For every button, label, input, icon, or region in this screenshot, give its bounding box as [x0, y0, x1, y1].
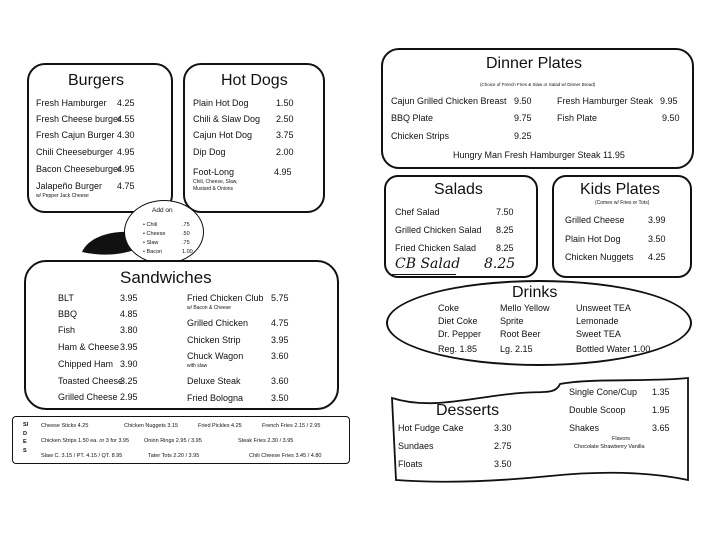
menu-item-name: Chipped Ham	[58, 359, 114, 369]
handwritten-item-name: CB Salad	[395, 256, 461, 272]
menu-item-price: 4.30	[117, 130, 135, 140]
menu-item-name: Fresh Cajun Burger	[36, 130, 115, 140]
menu-item-note: Mustard & Onions	[193, 186, 234, 192]
menu-item-price: 1.35	[652, 387, 670, 397]
drink-price: Reg. 1.85	[438, 344, 478, 354]
menu-item-name: Jalapeño Burger	[36, 181, 103, 191]
menu-item-price: 3.65	[652, 423, 670, 433]
drink-price: Lg. 2.15	[500, 344, 533, 354]
menu-item-price: 2.75	[494, 441, 512, 451]
menu-item-note: with slaw	[187, 363, 208, 369]
menu-item-price: 3.75	[276, 130, 294, 140]
drinks-title: Drinks	[512, 284, 558, 301]
hotdogs-title: Hot Dogs	[221, 72, 288, 89]
menu-item-name: Single Cone/Cup	[569, 387, 638, 397]
menu-item-name: Fresh Cheese burger	[36, 114, 122, 124]
side-item: Fried Pickles 4.25	[198, 423, 242, 429]
drink-item: Coke	[438, 303, 460, 313]
drink-item: Lemonade	[576, 316, 619, 326]
addon-item-name: • Slaw	[143, 240, 159, 246]
dinner-subtitle: (Choice of French Fries & Slaw or Salad w/ Dinner Bread)	[480, 82, 596, 87]
menu-item-price: 3.25	[120, 376, 138, 386]
drink-item: Mello Yellow	[500, 303, 550, 313]
menu-item-note: Chili, Cheese, Slaw,	[193, 179, 238, 185]
menu-item-price: 3.90	[120, 359, 138, 369]
menu-item-price: 5.75	[271, 293, 289, 303]
menu-item-price: 4.95	[117, 164, 135, 174]
menu-item-price: 9.50	[514, 96, 532, 106]
drink-item: Diet Coke	[438, 316, 478, 326]
side-item: French Fries 2.15 / 2.95	[262, 423, 321, 429]
side-item: Chili Cheese Fries 3.45 / 4.80	[249, 453, 322, 459]
menu-item-price: 1.95	[652, 405, 670, 415]
menu-item-name: Ham & Cheese	[58, 342, 120, 352]
menu-item-name: Sundaes	[398, 441, 434, 451]
menu-item-price: 9.50	[662, 113, 680, 123]
menu-item-price: 4.75	[271, 318, 289, 328]
menu-item-price: 4.85	[120, 309, 138, 319]
drink-item: Unsweet TEA	[576, 303, 631, 313]
menu-item-name: Cajun Hot Dog	[193, 130, 253, 140]
drink-item: Root Beer	[500, 329, 541, 339]
menu-item-price: 4.95	[117, 147, 135, 157]
menu-item-price: 1.50	[276, 98, 294, 108]
menu-item-name: Fried Chicken Salad	[395, 243, 477, 253]
desserts-title: Desserts	[436, 402, 500, 419]
addon-item-label: Cheese	[146, 231, 166, 237]
side-item: Slaw C. 3.15 / PT. 4.15 / QT. 8.95	[41, 453, 123, 459]
menu-item-price: 3.50	[648, 234, 666, 244]
menu-item-price: 9.75	[514, 113, 532, 123]
handwritten-item-price: 8.25	[484, 256, 516, 272]
addon-item-label: Slaw	[146, 240, 159, 246]
menu-item-name: Plain Hot Dog	[565, 234, 621, 244]
menu-item-name: Grilled Cheese	[58, 392, 118, 402]
menu-item-name: Shakes	[569, 423, 600, 433]
menu-item-name: Chicken Strips	[391, 131, 450, 141]
side-item: Steak Fries 2.30 / 3.95	[238, 438, 294, 444]
menu-item-price: 2.95	[120, 392, 138, 402]
menu-item-price: 4.25	[117, 98, 135, 108]
addon-item-name: • Cheese	[143, 231, 166, 237]
sides-label: SIDES	[23, 422, 29, 454]
addon-item-label: Chili	[146, 222, 158, 228]
menu-item-name: Plain Hot Dog	[193, 98, 249, 108]
handwritten-underline	[392, 274, 456, 275]
addon-item-price: .50	[182, 231, 190, 237]
addon-item-price: .75	[182, 240, 190, 246]
addon-item-name: • Chili	[143, 222, 158, 228]
menu-item-price: 3.80	[120, 325, 138, 335]
menu-item-name: Bacon Cheeseburger	[36, 164, 122, 174]
menu-item-name: Chuck Wagon	[187, 351, 244, 361]
burgers-title: Burgers	[68, 72, 125, 89]
menu-item-name: Chicken Strip	[187, 335, 241, 345]
kids-subtitle: (Comes w/ Fries or Tots)	[595, 200, 650, 206]
menu-item-name: Cajun Grilled Chicken Breast	[391, 96, 507, 106]
menu-item-name: Toasted Cheese	[58, 376, 124, 386]
menu-item-name: BBQ	[58, 309, 78, 319]
menu-item-name: Hot Fudge Cake	[398, 423, 464, 433]
drink-item: Dr. Pepper	[438, 329, 482, 339]
salads-title: Salads	[434, 181, 483, 198]
addon-title: Add on	[152, 207, 173, 214]
menu-item-name: Fresh Hamburger Steak	[557, 96, 654, 106]
menu-item-note: w/ Pepper Jack Cheese	[36, 193, 89, 199]
menu-item-price: 3.95	[271, 335, 289, 345]
menu-item-price: 8.25	[496, 225, 514, 235]
menu-item-price: 3.50	[494, 459, 512, 469]
dinner-hungry-man: Hungry Man Fresh Hamburger Steak 11.95	[453, 150, 625, 160]
kids-title: Kids Plates	[580, 181, 661, 198]
menu-item-price: 9.25	[514, 131, 532, 141]
addon-item-name: • Bacon	[143, 249, 163, 255]
menu-item-name: Deluxe Steak	[187, 376, 241, 386]
menu-item-name: Chicken Nuggets	[565, 252, 634, 262]
menu-item-price: 3.95	[120, 293, 138, 303]
menu-item-name: Foot-Long	[193, 167, 235, 177]
side-item: Tater Tots 2.20 / 3.95	[148, 453, 200, 459]
menu-item-name: Grilled Cheese	[565, 215, 625, 225]
flavors-label: Flavors	[612, 436, 631, 442]
menu-item-price: 3.95	[120, 342, 138, 352]
menu-item-price: 3.60	[271, 376, 289, 386]
addon-item-price: 1.00	[182, 249, 193, 255]
menu-item-price: 9.95	[660, 96, 678, 106]
side-item: Cheese Sticks 4.25	[41, 423, 89, 429]
addon-item-label: Bacon	[146, 249, 163, 255]
menu-item-name: Fresh Hamburger	[36, 98, 107, 108]
menu-item-name: Dip Dog	[193, 147, 226, 157]
menu-item-price: 3.60	[271, 351, 289, 361]
menu-item-price: 3.99	[648, 215, 666, 225]
menu-item-name: Floats	[398, 459, 423, 469]
menu-item-name: BBQ Plate	[391, 113, 434, 123]
menu-item-name: Double Scoop	[569, 405, 626, 415]
menu-item-name: Fried Bologna	[187, 393, 244, 403]
menu-item-price: 3.50	[271, 393, 289, 403]
side-item: Chicken Strips 1.50 ea. or 3 for 3.95	[41, 438, 130, 444]
menu-item-price: 4.95	[274, 167, 292, 177]
menu-item-name: Chili & Slaw Dog	[193, 114, 261, 124]
menu-item-name: BLT	[58, 293, 74, 303]
menu-item-name: Fried Chicken Club	[187, 293, 264, 303]
menu-item-note: w/ Bacon & Cheese	[187, 305, 231, 311]
menu-item-name: Chef Salad	[395, 207, 440, 217]
menu-item-name: Grilled Chicken	[187, 318, 249, 328]
addon-item-price: .75	[182, 222, 190, 228]
drink-price: Bottled Water 1.00	[576, 344, 651, 354]
menu-item-price: 8.25	[496, 243, 514, 253]
menu-item-name: Grilled Chicken Salad	[395, 225, 482, 235]
flavors-list: Chocolate Strawberry Vanilla	[574, 444, 645, 450]
menu-item-name: Fish	[58, 325, 76, 335]
dinner-title: Dinner Plates	[486, 55, 583, 72]
menu-item-price: 3.30	[494, 423, 512, 433]
menu-item-name: Fish Plate	[557, 113, 598, 123]
sandwiches-title: Sandwiches	[120, 268, 212, 287]
menu-item-name: Chili Cheeseburger	[36, 147, 114, 157]
side-item: Onion Rings 2.95 / 3.95	[144, 438, 202, 444]
drink-item: Sweet TEA	[576, 329, 621, 339]
menu-item-price: 4.75	[117, 181, 135, 191]
menu-item-price: 2.50	[276, 114, 294, 124]
side-item: Chicken Nuggets 3.15	[124, 423, 179, 429]
menu-item-price: 7.50	[496, 207, 514, 217]
menu-item-price: 4.25	[648, 252, 666, 262]
menu-item-price: 2.00	[276, 147, 294, 157]
drink-item: Sprite	[500, 316, 524, 326]
menu-item-price: 4.55	[117, 114, 135, 124]
